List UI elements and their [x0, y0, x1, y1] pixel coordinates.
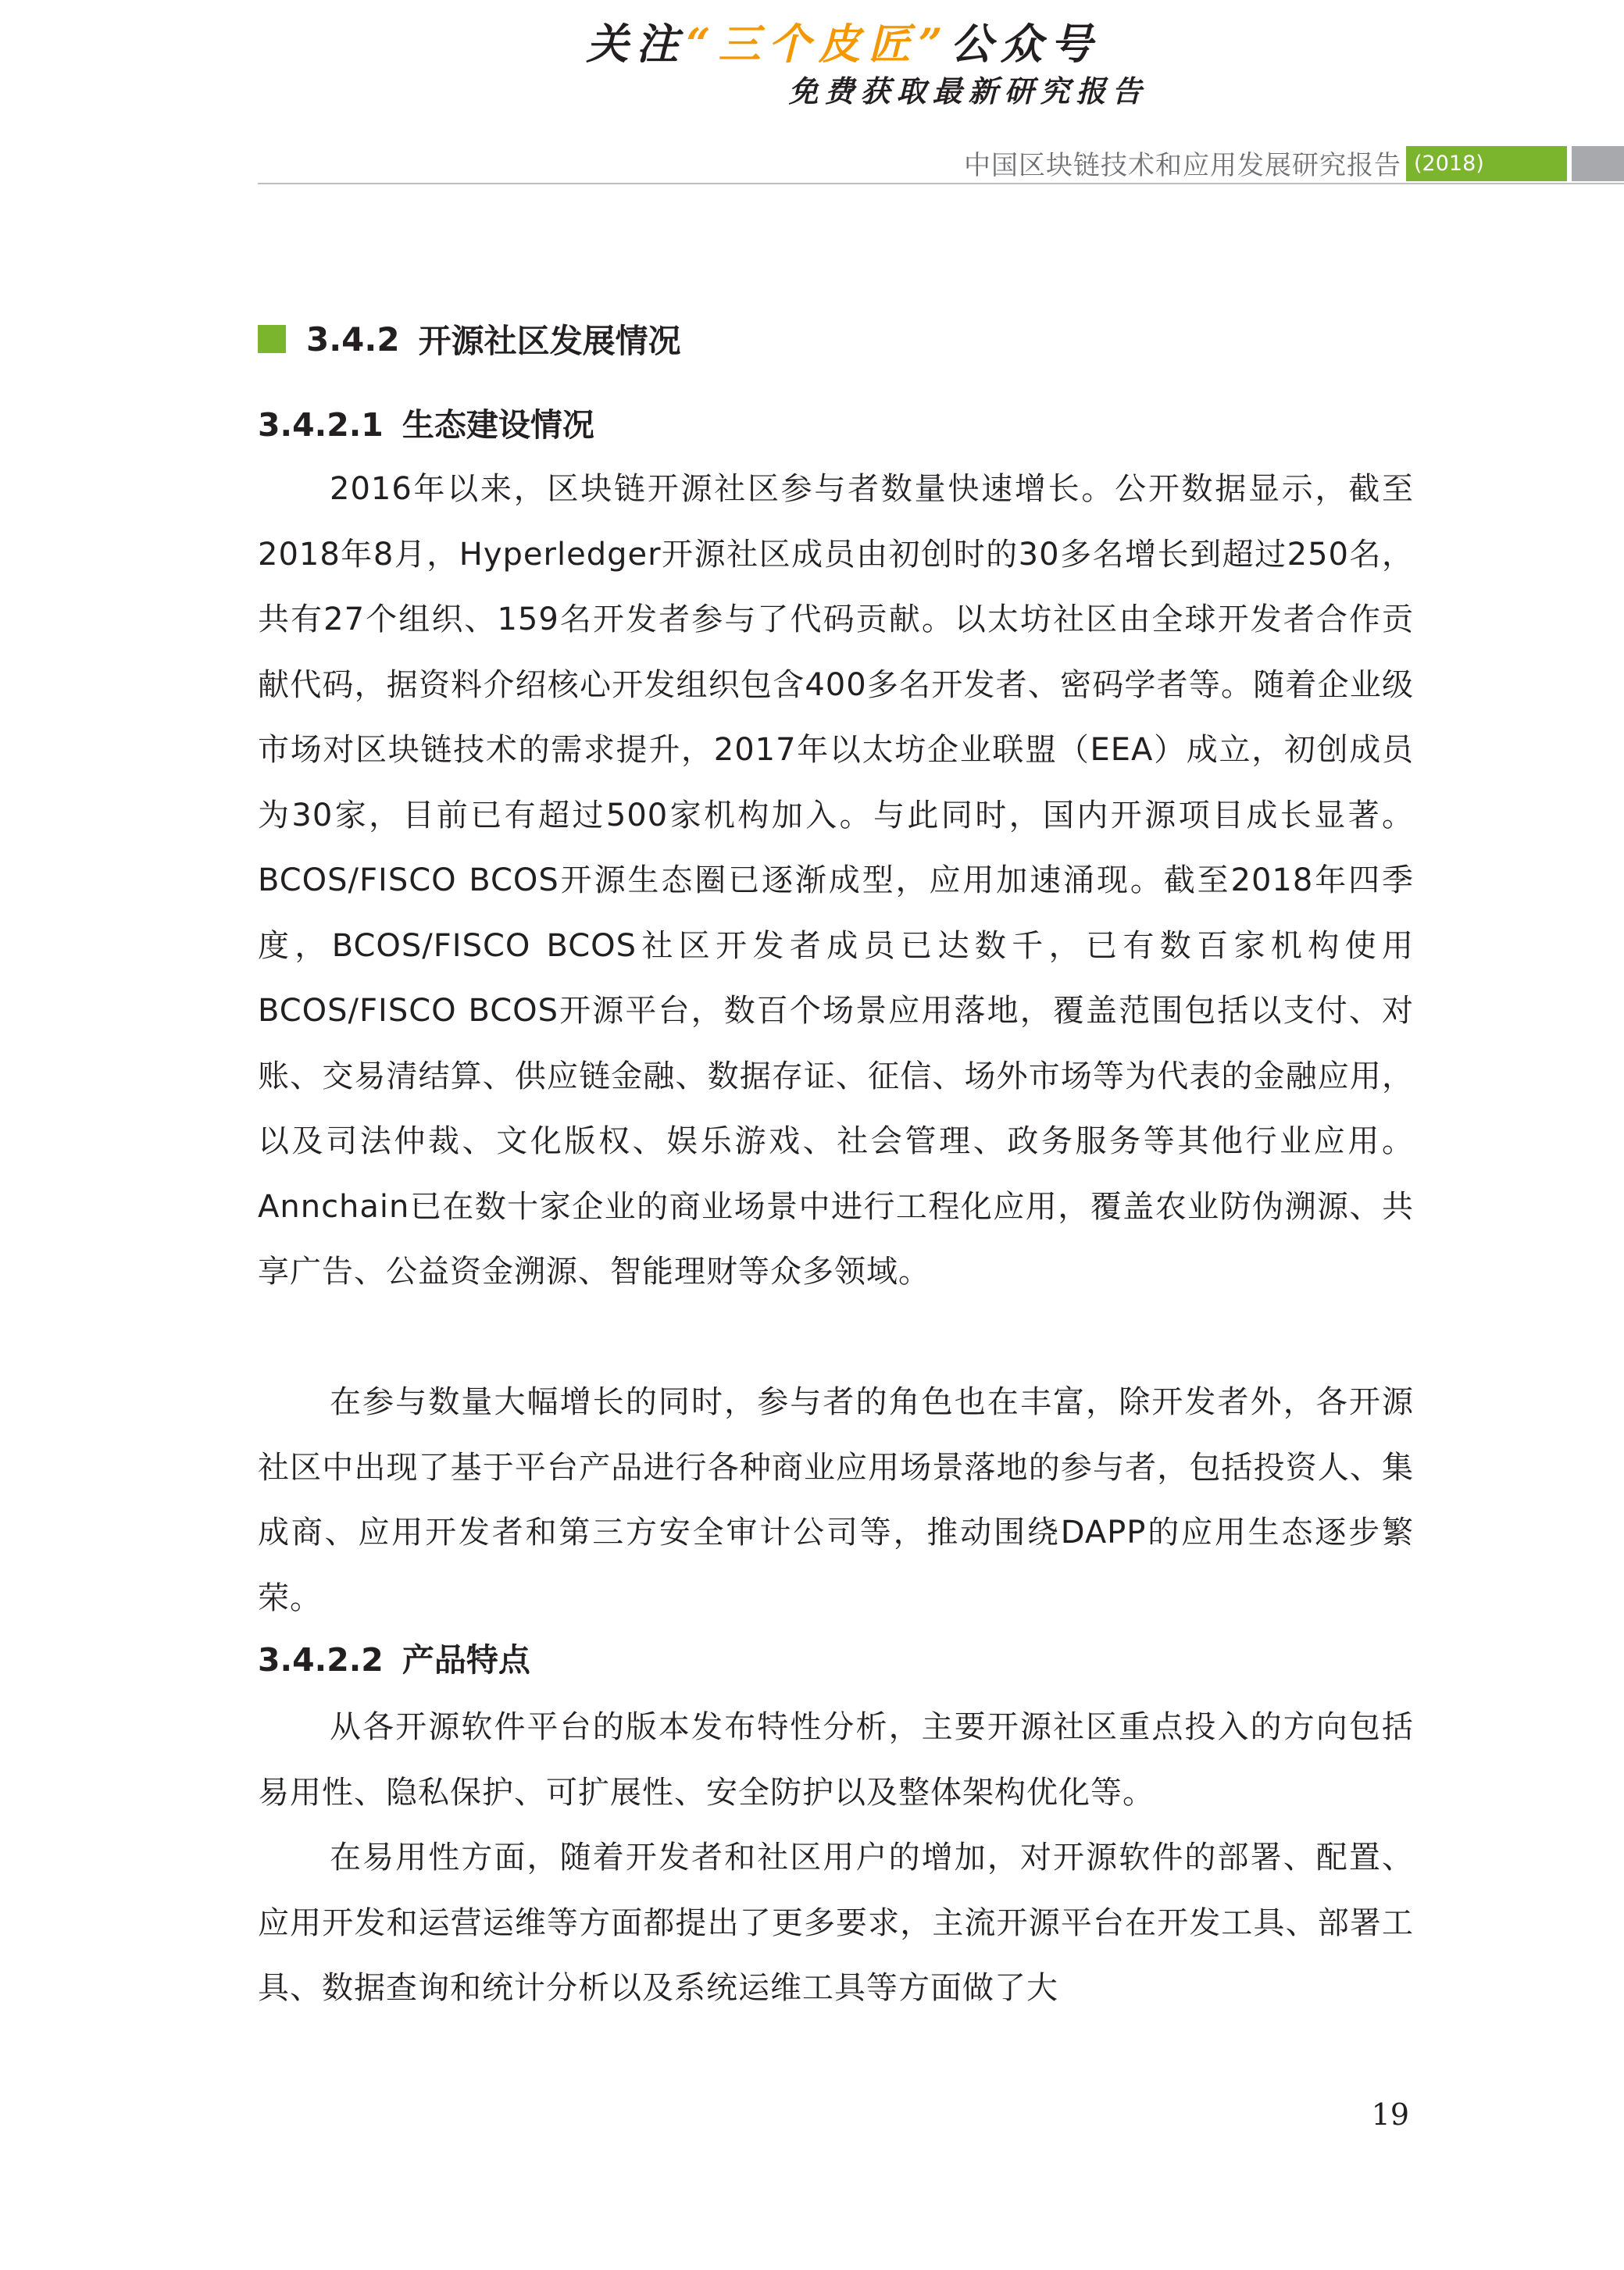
- section-title: 开源社区发展情况: [418, 322, 681, 360]
- promo-suffix: 公众号: [950, 19, 1101, 69]
- promo-banner-line2: 免费获取最新研究报告: [788, 73, 1148, 109]
- section-heading: [258, 316, 681, 362]
- promo-highlight: 三个皮匠: [718, 19, 919, 69]
- running-header-title: 中国区块链技术和应用发展研究报告: [964, 150, 1401, 181]
- section-marker-square-icon: [258, 325, 286, 353]
- page-number: 19: [1371, 2097, 1409, 2132]
- subsection-heading-2: [258, 1636, 530, 1683]
- promo-quote-open: “: [686, 19, 719, 69]
- promo-prefix: 关注: [586, 19, 687, 69]
- running-header-gray-block: [1572, 146, 1624, 181]
- paragraph-product-focus: 从各开源软件平台的版本发布特性分析，主要开源社区重点投入的方向包括易用性、隐私保护、可扩展性、安全防护以及整体架构优化等。: [258, 1709, 1414, 1811]
- promo-banner-line1: [31, 11, 1624, 73]
- running-header-year-badge: (2018): [1406, 146, 1567, 181]
- subsection-number: 3.4.2.2: [258, 1641, 384, 1679]
- subsection-title: 产品特点: [402, 1641, 530, 1679]
- header-divider: [258, 183, 1624, 184]
- promo-quote-close: ”: [918, 19, 951, 69]
- subsection-heading-1: [258, 402, 594, 448]
- section-number: 3.4.2: [306, 319, 400, 359]
- subsection-number: 3.4.2.1: [258, 406, 384, 444]
- paragraph-usability: 在易用性方面，随着开发者和社区用户的增加，对开源软件的部署、配置、应用开发和运营运维等方面都提出了更多要求，主流开源平台在开发工具、部署工具、数据查询和统计分析以及系统运维工具等方面做了大: [258, 1840, 1414, 2006]
- paragraph-ecosystem-growth: 2016年以来，区块链开源社区参与者数量快速增长。公开数据显示，截至2018年8月，Hyperledger开源社区成员由初创时的30多名增长到超过250名，共有27个组织、159名开发者参与了代码贡献。以太坊社区由全球开发者合作贡献代码，据资料介绍核心开发组织包含400多名开发者、密码学者等。随着企业级市场对区块链技术的需求提升，2017年以太坊企业联盟（EEA）成立，初创成员为30家，目前已有超过500家机构加入。与此同时，国内开源项目成长显著。BCOS/FISCO BCOS开源生态圈已逐渐成型，应用加速涌现。截至2018年四季度，BCOS/FISCO BCOS社区开发者成员已达数千，已有数百家机构使用BCOS/FISCO BCOS开源平台，数百个场景应用落地，覆盖范围包括以支付、对账、交易清结算、供应链金融、数据存证、征信、场外市场等为代表的金融应用，以及司法仲裁、文化版权、娱乐游戏、社会管理、政务服务等其他行业应用。Annchain已在数十家企业的商业场景中进行工程化应用，覆盖农业防伪溯源、共享广告、公益资金溯源、智能理财等众多领域。: [258, 471, 1414, 1290]
- subsection-title: 生态建设情况: [402, 406, 594, 444]
- paragraph-participant-roles: 在参与数量大幅增长的同时，参与者的角色也在丰富，除开发者外，各开源社区中出现了基于平台产品进行各种商业应用场景落地的参与者，包括投资人、集成商、应用开发者和第三方安全审计公司等，推动围绕DAPP的应用生态逐步繁荣。: [258, 1384, 1414, 1616]
